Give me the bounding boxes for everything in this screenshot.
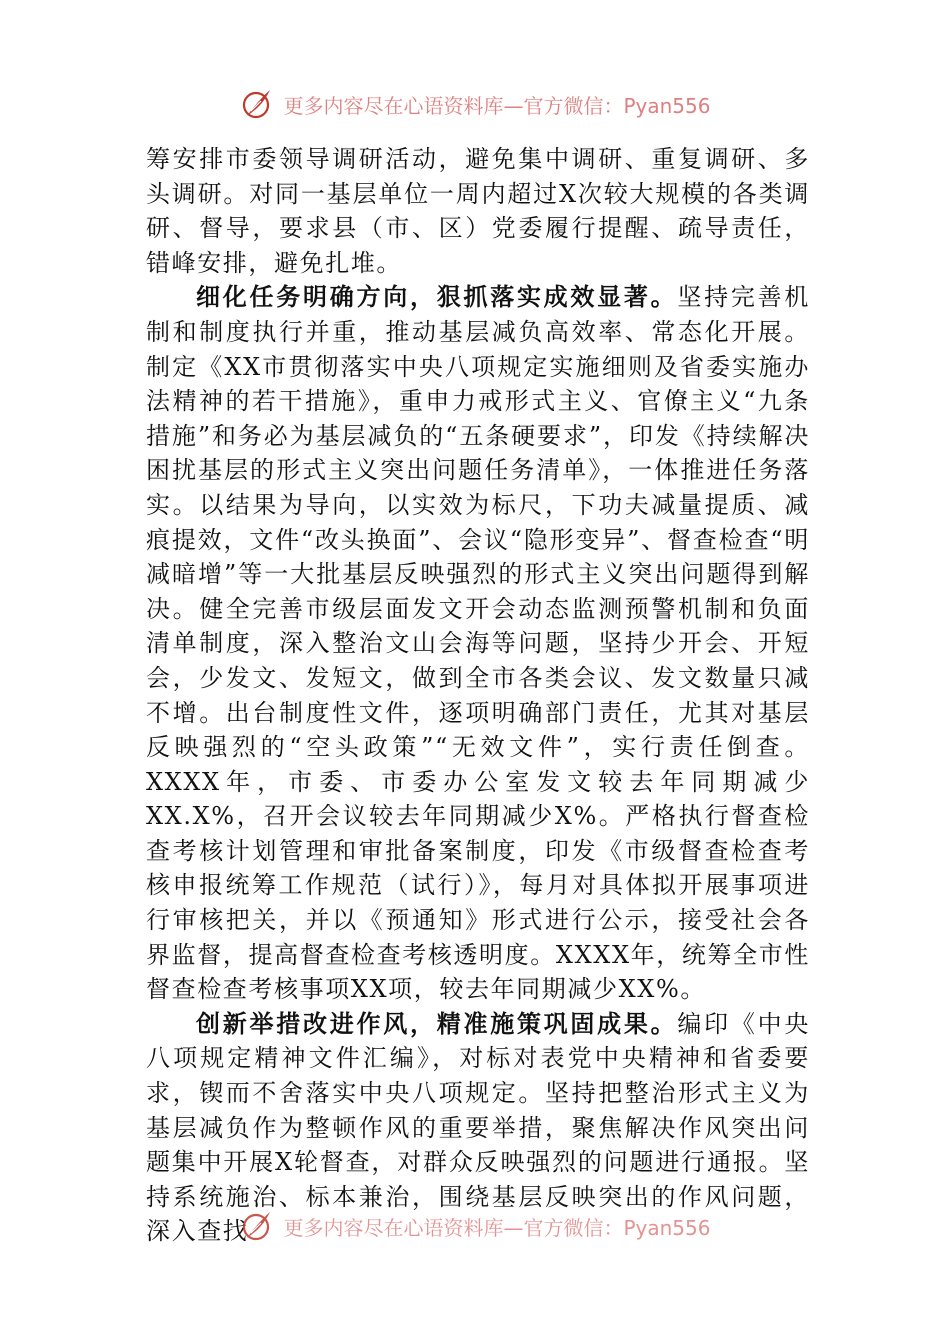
watermark-text: 更多内容尽在心语资料库—官方微信：Pyan556 [283, 1215, 711, 1240]
paragraph-body: 坚持完善机制和制度执行并重，推动基层减负高效率、常态化开展。制定《XX市贯彻落实中央八项规定实施细则及省委实施办法精神的若干措施》，重申力戒形式主义、官僚主义“九条措施”和务必为基层减负的“五条硬要求”，印发《持续解决困扰基层的形式主义突出问题任务清单》，一体推进任务落实。以结果为导向，以实效为标尺，下功夫减量提质、减痕提效，文件“改头换面”、会议“隐形变异”、督查检查“明减暗增”等一大批基层反映强烈的形式主义突出问题得到解决。健全完善市级层面发文开会动态监测预警机制和负面清单制度，深入整治文山会海等问题，坚持少开会、开短会，少发文、发短文，做到全市各类会议、发文数量只减不增。出台制度性文件，逐项明确部门责任，尤其对基层反映强烈的“空头政策”“无效文件”，实行责任倒查。XXXX年，市委、市委办公室发文较去年同期减少XX.X%，召开会议较去年同期减少X%。严格执行督查检查考核计划管理和审批备案制度，印发《市级督查检查考核申报统筹工作规范（试行）》，每月对具体拟开展事项进行审核把关，并以《预通知》形式进行公示，接受社会各界监督，提高督查检查考核透明度。XXXX年，统筹全市性督查检查考核事项XX项，较去年同期减少XX%。 [146, 283, 811, 1004]
paragraph-task-refinement [146, 280, 810, 1006]
paragraph-body: 筹安排市委领导调研活动，避免集中调研、重复调研、多头调研。对同一基层单位一周内超过X次较大规模的各类调研、督导，要求县（市、区）党委履行提醒、疏导责任，错峰安排，避免扎堆。 [146, 145, 810, 277]
paragraph-continuation [146, 142, 810, 280]
watermark-footer [0, 1208, 950, 1244]
quill-circle-logo-icon [239, 86, 275, 122]
watermark-header [0, 84, 950, 124]
quill-circle-logo-icon [239, 1208, 275, 1244]
paragraph-lead: 细化任务明确方向，狠抓落实成效显著。 [196, 282, 678, 312]
watermark-text: 更多内容尽在心语资料库—官方微信：Pyan556 [283, 93, 711, 118]
paragraph-body: 编印《中央八项规定精神文件汇编》，对标对表党中央精神和省委要求，锲而不舍落实中央八项规定。坚持把整治形式主义为基层减负作为整顿作风的重要举措，聚焦解决作风突出问题集中开展X轮督查，对群众反映强烈的问题进行通报。坚持系统施治、标本兼治，围绕基层反映突出的作风问题，深入查找 [146, 1009, 811, 1246]
paragraph-lead: 创新举措改进作风，精准施策巩固成果。 [196, 1008, 678, 1038]
